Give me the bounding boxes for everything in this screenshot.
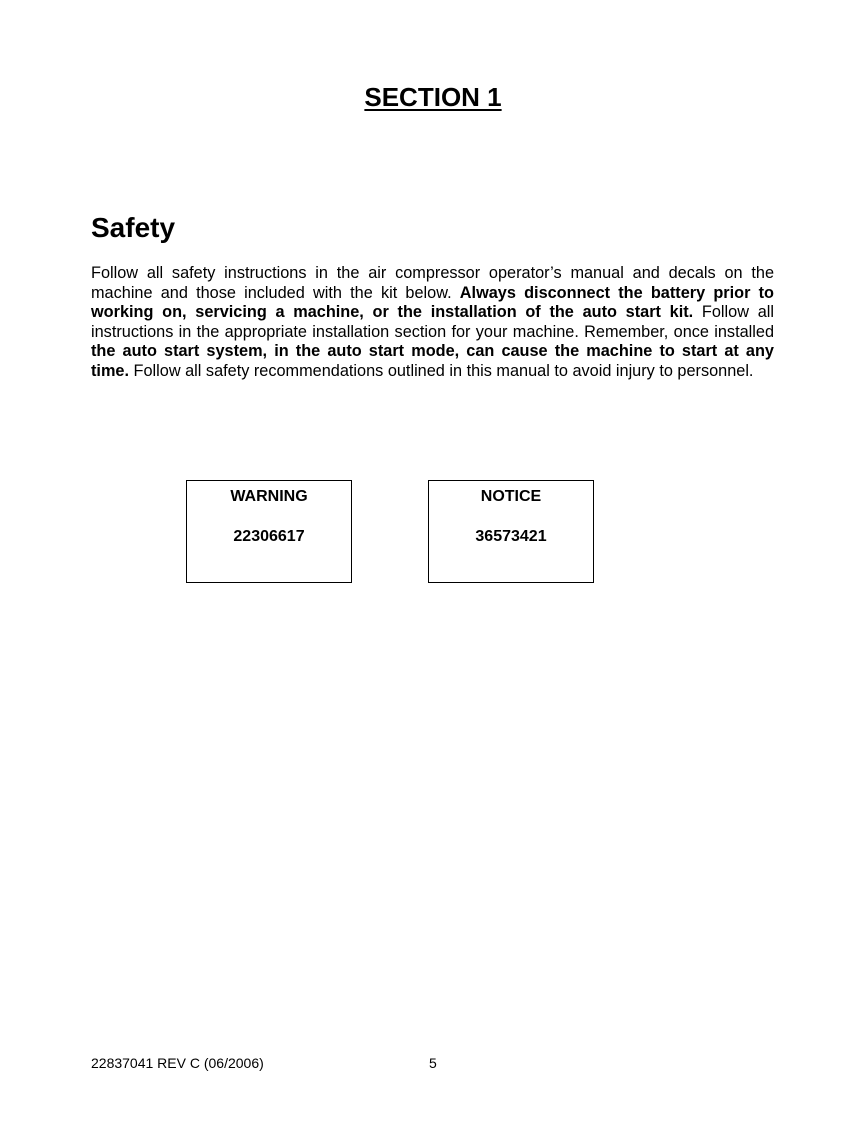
notice-decal-box	[428, 480, 594, 583]
safety-paragraph	[91, 264, 774, 382]
warning-decal-label: WARNING	[230, 488, 308, 505]
section-title: SECTION 1	[364, 82, 502, 112]
warning-decal-box	[186, 480, 352, 583]
paragraph-bold-1: Always disconnect the battery prior to working on, servicing a machine, or the installation of the auto start kit.	[91, 283, 774, 322]
notice-decal-number: 36573421	[475, 528, 547, 545]
paragraph-text-1: Follow all safety instructions in the air compressor operator’s manual and decals on the machine and those included with the kit below.	[91, 264, 774, 302]
safety-heading: Safety	[91, 212, 176, 243]
paragraph-text-2: Follow all instructions in the appropriate installation section for your machine. Remember, once installed	[91, 303, 774, 341]
footer-page-number: 5	[429, 1055, 437, 1071]
warning-decal-number: 22306617	[233, 528, 305, 545]
footer-document-id: 22837041 REV C (06/2006)	[91, 1055, 264, 1071]
notice-decal-label: NOTICE	[480, 488, 542, 505]
paragraph-bold-2: the auto start system, in the auto start mode, can cause the machine to start at any time.	[91, 342, 774, 380]
paragraph-text-3: Follow all safety recommendations outlined in this manual to avoid injury to personnel.	[129, 361, 754, 380]
